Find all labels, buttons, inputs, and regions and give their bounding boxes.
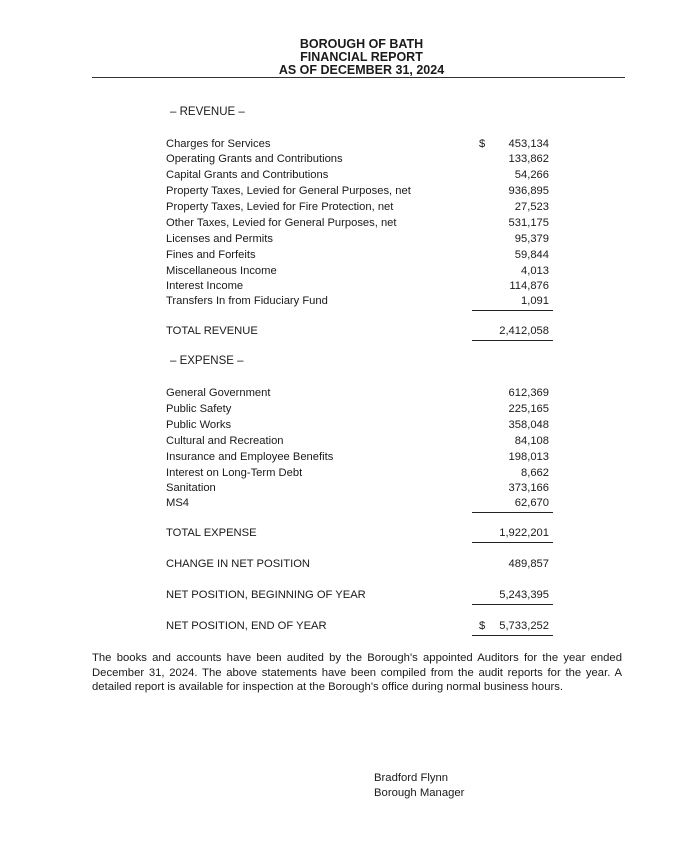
end-underline: [472, 635, 553, 636]
row-label: Other Taxes, Levied for General Purposes, net: [166, 217, 397, 229]
expense-row: [166, 434, 552, 449]
row-label: Miscellaneous Income: [166, 265, 277, 277]
dollar-sign: $: [479, 138, 486, 150]
expense-row: [166, 402, 552, 417]
revenue-row: [166, 200, 552, 215]
change-amount: 489,857: [508, 558, 549, 570]
row-label: MS4: [166, 497, 190, 509]
row-label: Public Safety: [166, 403, 232, 415]
revenue-row: [166, 232, 552, 247]
row-amount: 198,013: [508, 451, 549, 463]
row-label: Licenses and Permits: [166, 233, 273, 245]
row-label: Operating Grants and Contributions: [166, 153, 343, 165]
row-amount: 8,662: [521, 467, 549, 479]
audit-note-paragraph: The books and accounts have been audited by the Borough's appointed Auditors for the year ended December 31, 2024. The above statements have been compiled from the audit reports for the year. A detailed report is available for inspection at the Borough's office during normal business hours.: [92, 652, 622, 693]
row-label: Capital Grants and Contributions: [166, 169, 329, 181]
row-label: Charges for Services: [166, 138, 271, 150]
change-net-position-row: [166, 557, 552, 572]
revenue-row: [166, 216, 552, 231]
revenue-row: [166, 248, 552, 263]
change-label: CHANGE IN NET POSITION: [166, 558, 311, 570]
row-amount: 59,844: [514, 249, 549, 261]
row-label: Interest on Long-Term Debt: [166, 467, 303, 479]
total-underline: [472, 340, 553, 341]
expense-row: [166, 450, 552, 465]
begin-underline: [472, 604, 553, 605]
total-expense-amount: 1,922,201: [499, 527, 549, 539]
expense-row: [166, 418, 552, 433]
row-label: Cultural and Recreation: [166, 435, 284, 447]
revenue-row: [166, 168, 552, 183]
row-amount: 4,013: [521, 265, 549, 277]
signatory-name: Bradford Flynn: [374, 772, 449, 784]
row-amount: 531,175: [508, 217, 549, 229]
row-label: General Government: [166, 387, 271, 399]
row-amount: 225,165: [508, 403, 549, 415]
begin-amount: 5,243,395: [499, 589, 549, 601]
expense-row: [166, 481, 552, 496]
row-amount: 133,862: [508, 153, 549, 165]
subtotal-underline: [472, 310, 553, 311]
row-amount: 62,670: [514, 497, 549, 509]
total-revenue-row: [166, 324, 552, 339]
total-revenue-amount: 2,412,058: [499, 325, 549, 337]
dollar-sign: $: [479, 620, 486, 632]
row-label: Sanitation: [166, 482, 216, 494]
net-position-begin-row: [166, 588, 552, 603]
report-header: [0, 38, 685, 77]
end-label: NET POSITION, END OF YEAR: [166, 620, 327, 632]
total-expense-row: [166, 526, 552, 541]
borough-name: BOROUGH OF BATH: [299, 37, 424, 51]
row-label: Fines and Forfeits: [166, 249, 256, 261]
row-amount: 95,379: [514, 233, 549, 245]
report-title: FINANCIAL REPORT: [300, 50, 423, 64]
expense-row: [166, 466, 552, 481]
total-underline: [472, 542, 553, 543]
row-label: Public Works: [166, 419, 232, 431]
revenue-row: [166, 152, 552, 167]
revenue-row: [166, 294, 552, 309]
begin-label: NET POSITION, BEGINNING OF YEAR: [166, 589, 366, 601]
revenue-row: [166, 184, 552, 199]
row-amount: 358,048: [508, 419, 549, 431]
subtotal-underline: [472, 512, 553, 513]
report-date: AS OF DECEMBER 31, 2024: [278, 63, 445, 77]
revenue-heading: – REVENUE –: [170, 106, 245, 118]
revenue-row: [166, 137, 552, 152]
row-label: Transfers In from Fiduciary Fund: [166, 295, 328, 307]
expense-heading: – EXPENSE –: [170, 355, 244, 367]
row-label: Insurance and Employee Benefits: [166, 451, 334, 463]
expense-row: [166, 386, 552, 401]
row-amount: 453,134: [508, 138, 549, 150]
signatory-title: Borough Manager: [374, 787, 465, 799]
expense-row: [166, 496, 552, 511]
row-label: Property Taxes, Levied for Fire Protection, net: [166, 201, 394, 213]
row-amount: 373,166: [508, 482, 549, 494]
row-amount: 114,876: [509, 280, 549, 292]
revenue-row: [166, 279, 552, 294]
net-position-end-row: [166, 619, 552, 634]
total-revenue-label: TOTAL REVENUE: [166, 325, 258, 337]
row-amount: 936,895: [508, 185, 549, 197]
row-label: Interest Income: [166, 280, 244, 292]
row-amount: 84,108: [514, 435, 549, 447]
header-rule: [92, 77, 625, 78]
row-amount: 1,091: [521, 295, 549, 307]
row-amount: 27,523: [514, 201, 549, 213]
end-amount: 5,733,252: [499, 620, 549, 632]
revenue-row: [166, 264, 552, 279]
row-amount: 612,369: [508, 387, 549, 399]
row-amount: 54,266: [514, 169, 549, 181]
total-expense-label: TOTAL EXPENSE: [166, 527, 257, 539]
row-label: Property Taxes, Levied for General Purposes, net: [166, 185, 411, 197]
